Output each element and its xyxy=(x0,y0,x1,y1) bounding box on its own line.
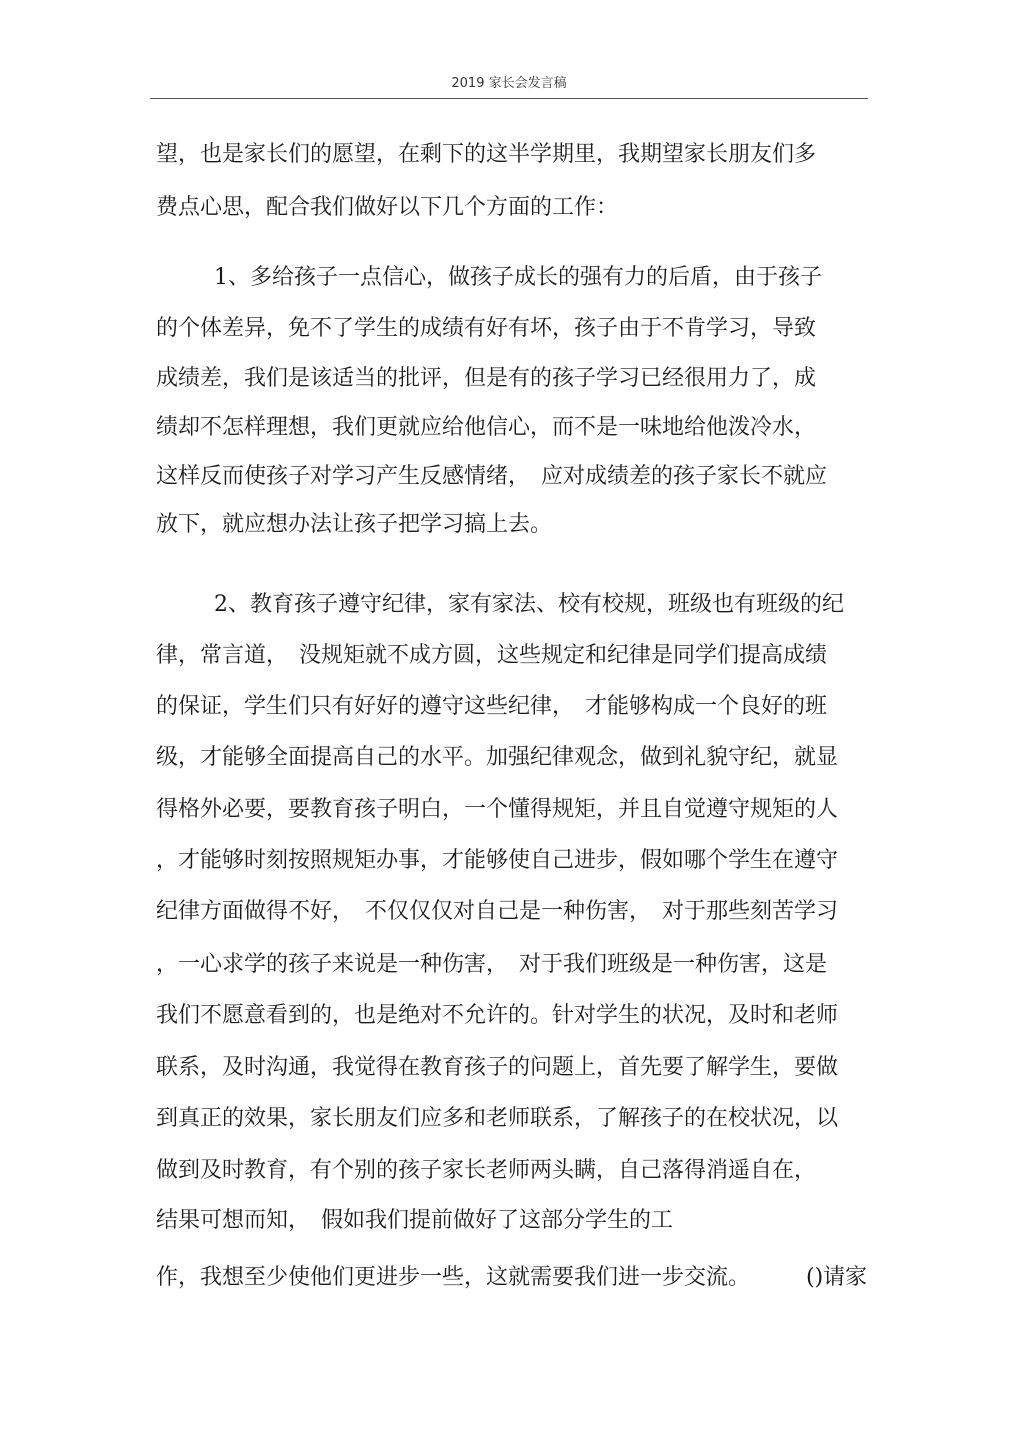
text-line: 律，常言道， 没规矩就不成方圆，这些规定和纪律是同学们提高成绩 xyxy=(156,643,828,668)
text-line: ，一心求学的孩子来说是一种伤害， 对于我们班级是一种伤害，这是 xyxy=(156,952,828,977)
text-line: 望，也是家长们的愿望，在剩下的这半学期里，我期望家长朋友们多 xyxy=(156,142,817,167)
text-line: 费点心思，配合我们做好以下几个方面的工作： xyxy=(156,195,619,220)
line-tail-text: ()请家 xyxy=(806,1265,868,1290)
text-line: 结果可想而知， 假如我们提前做好了这部分学生的工 xyxy=(156,1208,674,1233)
text-line: 成绩差，我们是该适当的批评，但是有的孩子学习已经很用力了，成 xyxy=(156,366,817,391)
text-line: ，才能够时刻按照规矩办事，才能够使自己进步，假如哪个学生在遵守 xyxy=(156,848,839,873)
text-line: 这样反而使孩子对学习产生反感情绪， 应对成绩差的孩子家长不就应 xyxy=(156,464,828,489)
paragraph-2-start: 2、教育孩子遵守纪律，家有家法、校有校规，班级也有班级的纪 xyxy=(214,592,844,617)
page-header: 2019 家长会发言稿 xyxy=(451,76,567,91)
text-line: 到真正的效果，家长朋友们应多和老师联系，了解孩子的在校状况，以 xyxy=(156,1106,839,1131)
text-line: 绩却不怎样理想，我们更就应给他信心，而不是一味地给他泼冷水， xyxy=(156,415,817,440)
text-line: 纪律方面做得不好， 不仅仅仅对自己是一种伤害， 对于那些刻苦学习 xyxy=(156,899,839,924)
paragraph-1-start: 1、多给孩子一点信心，做孩子成长的强有力的后盾，由于孩子 xyxy=(214,265,822,290)
text-line: 得格外必要，要教育孩子明白，一个懂得规矩，并且自觉遵守规矩的人 xyxy=(156,797,839,822)
text-line: 放下，就应想办法让孩子把学习搞上去。 xyxy=(156,512,553,537)
text-line: 我们不愿意看到的，也是绝对不允许的。针对学生的状况，及时和老师 xyxy=(156,1003,839,1028)
text-line: 的个体差异，免不了学生的成绩有好有坏，孩子由于不肯学习，导致 xyxy=(156,316,817,341)
header-divider xyxy=(150,98,868,99)
text-line: 联系，及时沟通，我觉得在教育孩子的问题上，首先要了解学生，要做 xyxy=(156,1055,839,1080)
text-line: 做到及时教育，有个别的孩子家长老师两头瞒，自己落得消遥自在， xyxy=(156,1158,817,1183)
text-line: 作，我想至少使他们更进步一些，这就需要我们进一步交流。 xyxy=(156,1265,751,1290)
text-line: 级，才能够全面提高自己的水平。加强纪律观念，做到礼貌守纪，就显 xyxy=(156,745,839,770)
text-line: 的保证，学生们只有好好的遵守这些纪律， 才能够构成一个良好的班 xyxy=(156,694,828,719)
